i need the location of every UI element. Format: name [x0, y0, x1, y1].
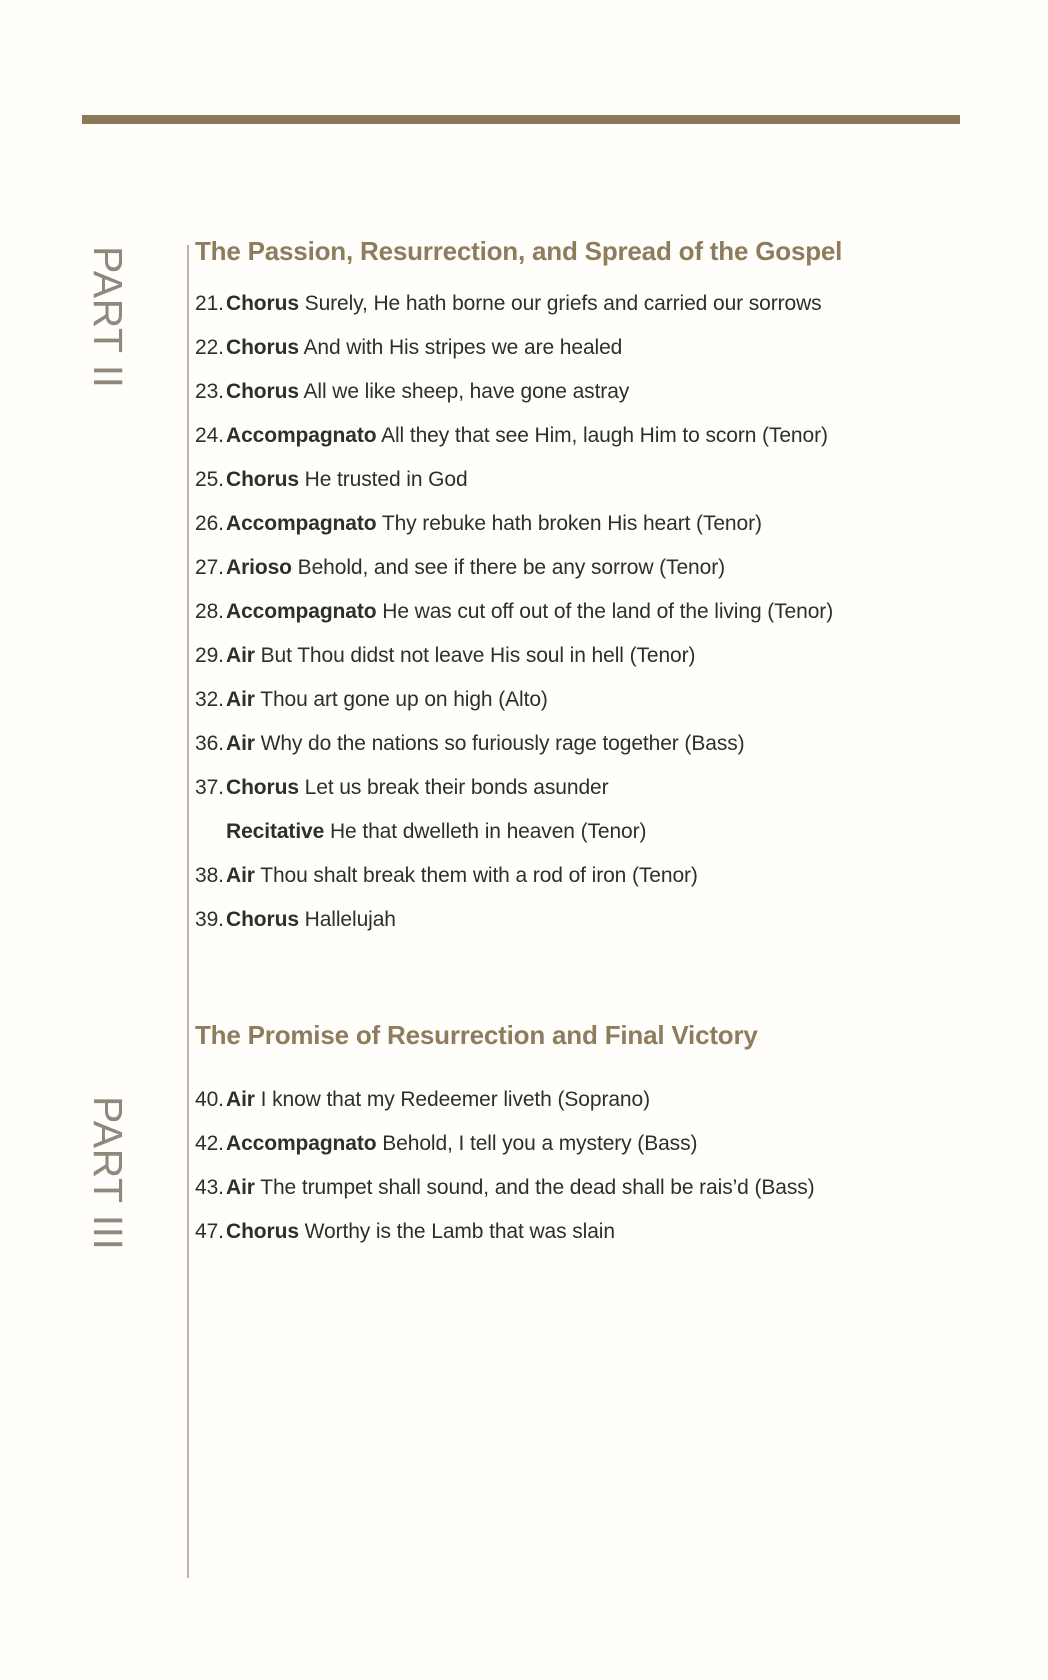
- movement-title: Why do the nations so furiously rage together (Bass): [260, 732, 745, 755]
- movement-title: Hallelujah: [304, 908, 396, 931]
- movement-item: [195, 335, 1025, 360]
- movement-title: Let us break their bonds asunder: [304, 776, 609, 799]
- section-heading: The Passion, Resurrection, and Spread of the Gospel: [195, 236, 843, 266]
- movement-genre: Chorus: [226, 776, 299, 799]
- part-iii-section: [195, 1020, 1025, 1263]
- movement-title: But Thou didst not leave His soul in hell (Tenor): [260, 644, 696, 667]
- movement-number: 24.: [195, 424, 224, 447]
- movement-title: He trusted in God: [304, 468, 468, 491]
- movement-item: [195, 775, 1025, 800]
- movement-number: 40.: [195, 1088, 224, 1111]
- movement-genre: Accompagnato: [226, 600, 377, 623]
- movement-genre: Chorus: [226, 1220, 299, 1243]
- movement-item: [195, 687, 1025, 712]
- movement-number: 38.: [195, 864, 224, 887]
- movement-genre: Air: [226, 732, 255, 755]
- movement-title: All they that see Him, laugh Him to scorn (Tenor): [381, 424, 828, 447]
- movement-title: Thou shalt break them with a rod of iron (Tenor): [260, 864, 698, 887]
- movement-item: [195, 511, 1025, 536]
- movement-genre: Chorus: [226, 292, 299, 315]
- movement-number: 43.: [195, 1176, 224, 1199]
- movement-number: 29.: [195, 644, 224, 667]
- movement-genre: Chorus: [226, 380, 299, 403]
- movement-genre: Air: [226, 1176, 255, 1199]
- section-heading: The Promise of Resurrection and Final Victory: [195, 1020, 758, 1050]
- movement-item: [195, 555, 1025, 580]
- movement-item: [195, 907, 1025, 932]
- movement-item: [195, 731, 1025, 756]
- movement-number: 27.: [195, 556, 224, 579]
- movement-item: [195, 863, 1025, 888]
- movement-genre: Accompagnato: [226, 512, 377, 535]
- movement-genre: Chorus: [226, 908, 299, 931]
- movement-item: [195, 599, 1025, 624]
- movement-genre: Chorus: [226, 468, 299, 491]
- movement-number: 36.: [195, 732, 224, 755]
- movement-item: [195, 643, 1025, 668]
- movement-number: 22.: [195, 336, 224, 359]
- movement-number: 39.: [195, 908, 224, 931]
- movement-item: [195, 1219, 1025, 1244]
- movement-title: He was cut off out of the land of the living (Tenor): [382, 600, 834, 623]
- movement-item: [195, 423, 1025, 448]
- movement-number: 28.: [195, 600, 224, 623]
- movement-genre: Accompagnato: [226, 1132, 377, 1155]
- movement-item: [195, 1175, 1025, 1200]
- movement-item: [195, 819, 1025, 844]
- movement-genre: Recitative: [226, 820, 325, 843]
- movement-item: [195, 1087, 1025, 1112]
- part-ii-section: [195, 236, 1025, 951]
- movement-number: 37.: [195, 776, 224, 799]
- movement-genre: Air: [226, 644, 255, 667]
- part-ii-label: PART II: [85, 246, 131, 389]
- movement-title: Behold, I tell you a mystery (Bass): [382, 1132, 698, 1155]
- movement-title: Worthy is the Lamb that was slain: [304, 1220, 615, 1243]
- section-divider-line: [187, 245, 189, 1578]
- movement-list: [195, 1087, 1025, 1244]
- movement-genre: Arioso: [226, 556, 292, 579]
- movement-item: [195, 379, 1025, 404]
- movement-item: [195, 467, 1025, 492]
- movement-item: [195, 291, 1025, 316]
- movement-title: And with His stripes we are healed: [303, 336, 623, 359]
- movement-number: 47.: [195, 1220, 224, 1243]
- movement-number: 23.: [195, 380, 224, 403]
- movement-genre: Air: [226, 1088, 255, 1111]
- movement-genre: Air: [226, 688, 255, 711]
- movement-title: The trumpet shall sound, and the dead shall be rais’d (Bass): [260, 1176, 815, 1199]
- movement-genre: Air: [226, 864, 255, 887]
- movement-number: 21.: [195, 292, 224, 315]
- movement-title: He that dwelleth in heaven (Tenor): [329, 820, 647, 843]
- movement-title: Thy rebuke hath broken His heart (Tenor): [381, 512, 762, 535]
- top-rule: [82, 115, 960, 124]
- movement-number: 26.: [195, 512, 224, 535]
- movement-number: 42.: [195, 1132, 224, 1155]
- movement-list: [195, 291, 1025, 932]
- movement-title: Surely, He hath borne our griefs and carried our sorrows: [304, 292, 822, 315]
- part-iii-label: PART III: [85, 1096, 131, 1251]
- movement-genre: Chorus: [226, 336, 299, 359]
- movement-title: Thou art gone up on high (Alto): [260, 688, 548, 711]
- movement-item: [195, 1131, 1025, 1156]
- movement-number: 25.: [195, 468, 224, 491]
- movement-genre: Accompagnato: [226, 424, 377, 447]
- movement-title: All we like sheep, have gone astray: [303, 380, 630, 403]
- movement-title: Behold, and see if there be any sorrow (Tenor): [297, 556, 725, 579]
- movement-title: I know that my Redeemer liveth (Soprano): [260, 1088, 650, 1111]
- movement-number: 32.: [195, 688, 224, 711]
